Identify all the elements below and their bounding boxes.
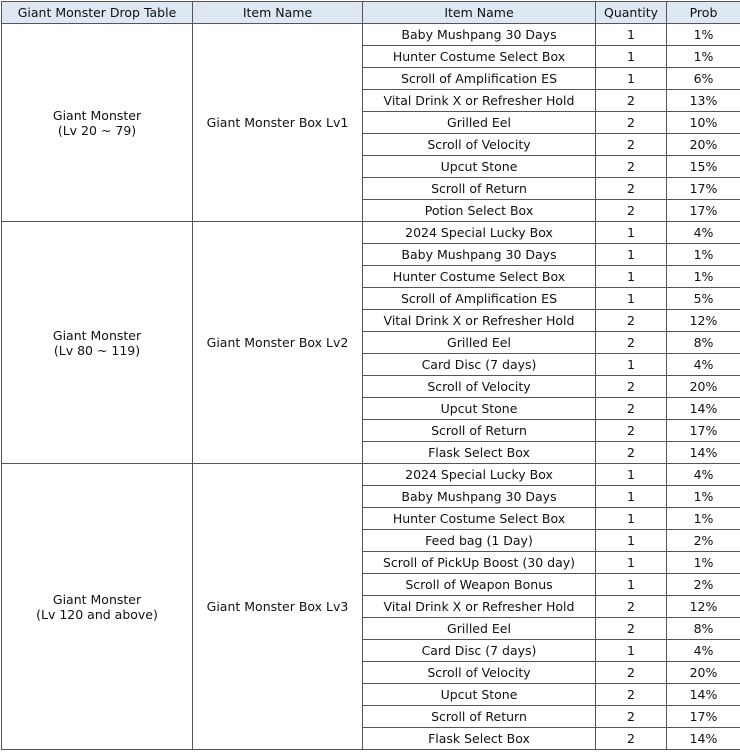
monster-level-range: (Lv 80 ~ 119) — [2, 343, 192, 358]
quantity-cell: 1 — [596, 574, 667, 596]
prob-cell: 15% — [667, 156, 740, 178]
quantity-cell: 2 — [596, 420, 667, 442]
item-name-cell: Upcut Stone — [363, 684, 596, 706]
item-name-cell: Scroll of Weapon Bonus — [363, 574, 596, 596]
prob-cell: 6% — [667, 68, 740, 90]
item-name-cell: Scroll of Return — [363, 706, 596, 728]
quantity-cell: 1 — [596, 288, 667, 310]
quantity-cell: 2 — [596, 112, 667, 134]
quantity-cell: 2 — [596, 442, 667, 464]
monster-group-name: Giant Monster — [2, 592, 192, 607]
item-name-cell: Grilled Eel — [363, 332, 596, 354]
prob-cell: 4% — [667, 640, 740, 662]
quantity-cell: 1 — [596, 552, 667, 574]
quantity-cell: 2 — [596, 134, 667, 156]
table-row — [2, 464, 740, 486]
item-name-cell: 2024 Special Lucky Box — [363, 464, 596, 486]
quantity-cell: 1 — [596, 530, 667, 552]
quantity-cell: 1 — [596, 354, 667, 376]
quantity-cell: 2 — [596, 156, 667, 178]
prob-cell: 14% — [667, 728, 740, 750]
monster-group-name: Giant Monster — [2, 108, 192, 123]
item-name-cell: Scroll of Amplification ES — [363, 288, 596, 310]
prob-cell: 14% — [667, 442, 740, 464]
header-quantity: Quantity — [596, 2, 667, 24]
prob-cell: 12% — [667, 310, 740, 332]
quantity-cell: 1 — [596, 266, 667, 288]
quantity-cell: 1 — [596, 222, 667, 244]
header-box-name: Item Name — [193, 2, 363, 24]
prob-cell: 20% — [667, 662, 740, 684]
item-name-cell: Scroll of Velocity — [363, 376, 596, 398]
prob-cell: 1% — [667, 508, 740, 530]
item-name-cell: Upcut Stone — [363, 156, 596, 178]
item-name-cell: Scroll of Velocity — [363, 662, 596, 684]
prob-cell: 13% — [667, 90, 740, 112]
table-row — [2, 222, 740, 244]
table-row — [2, 24, 740, 46]
item-name-cell: Grilled Eel — [363, 618, 596, 640]
item-name-cell: Scroll of Return — [363, 420, 596, 442]
prob-cell: 5% — [667, 288, 740, 310]
prob-cell: 1% — [667, 552, 740, 574]
prob-cell: 2% — [667, 574, 740, 596]
monster-level-range: (Lv 20 ~ 79) — [2, 123, 192, 138]
quantity-cell: 2 — [596, 178, 667, 200]
item-name-cell: Scroll of Return — [363, 178, 596, 200]
item-name-cell: Hunter Costume Select Box — [363, 266, 596, 288]
item-name-cell: Scroll of PickUp Boost (30 day) — [363, 552, 596, 574]
item-name-cell: Vital Drink X or Refresher Hold — [363, 90, 596, 112]
item-name-cell: Feed bag (1 Day) — [363, 530, 596, 552]
prob-cell: 20% — [667, 134, 740, 156]
drop-table — [1, 1, 740, 750]
prob-cell: 1% — [667, 486, 740, 508]
box-name-cell: Giant Monster Box Lv1 — [193, 24, 363, 222]
quantity-cell: 1 — [596, 24, 667, 46]
item-name-cell: Baby Mushpang 30 Days — [363, 486, 596, 508]
monster-group-cell — [2, 222, 193, 464]
quantity-cell: 2 — [596, 90, 667, 112]
quantity-cell: 1 — [596, 486, 667, 508]
quantity-cell: 1 — [596, 68, 667, 90]
item-name-cell: Potion Select Box — [363, 200, 596, 222]
prob-cell: 1% — [667, 46, 740, 68]
item-name-cell: Card Disc (7 days) — [363, 354, 596, 376]
item-name-cell: 2024 Special Lucky Box — [363, 222, 596, 244]
quantity-cell: 2 — [596, 684, 667, 706]
item-name-cell: Baby Mushpang 30 Days — [363, 24, 596, 46]
prob-cell: 20% — [667, 376, 740, 398]
prob-cell: 8% — [667, 618, 740, 640]
quantity-cell: 1 — [596, 640, 667, 662]
monster-group-cell — [2, 464, 193, 750]
item-name-cell: Hunter Costume Select Box — [363, 46, 596, 68]
prob-cell: 8% — [667, 332, 740, 354]
prob-cell: 17% — [667, 200, 740, 222]
item-name-cell: Upcut Stone — [363, 398, 596, 420]
prob-cell: 4% — [667, 354, 740, 376]
item-name-cell: Scroll of Velocity — [363, 134, 596, 156]
quantity-cell: 2 — [596, 200, 667, 222]
item-name-cell: Vital Drink X or Refresher Hold — [363, 596, 596, 618]
prob-cell: 4% — [667, 464, 740, 486]
prob-cell: 12% — [667, 596, 740, 618]
quantity-cell: 2 — [596, 398, 667, 420]
quantity-cell: 2 — [596, 310, 667, 332]
prob-cell: 10% — [667, 112, 740, 134]
item-name-cell: Grilled Eel — [363, 112, 596, 134]
quantity-cell: 2 — [596, 596, 667, 618]
prob-cell: 1% — [667, 244, 740, 266]
item-name-cell: Card Disc (7 days) — [363, 640, 596, 662]
prob-cell: 17% — [667, 178, 740, 200]
item-name-cell: Hunter Costume Select Box — [363, 508, 596, 530]
prob-cell: 1% — [667, 266, 740, 288]
quantity-cell: 1 — [596, 508, 667, 530]
quantity-cell: 2 — [596, 706, 667, 728]
prob-cell: 2% — [667, 530, 740, 552]
box-name-cell: Giant Monster Box Lv2 — [193, 222, 363, 464]
quantity-cell: 2 — [596, 728, 667, 750]
quantity-cell: 2 — [596, 332, 667, 354]
item-name-cell: Baby Mushpang 30 Days — [363, 244, 596, 266]
header-item-name: Item Name — [363, 2, 596, 24]
monster-group-cell — [2, 24, 193, 222]
prob-cell: 4% — [667, 222, 740, 244]
prob-cell: 14% — [667, 684, 740, 706]
quantity-cell: 2 — [596, 376, 667, 398]
header-prob: Prob — [667, 2, 740, 24]
box-name-cell: Giant Monster Box Lv3 — [193, 464, 363, 750]
table-body — [2, 24, 740, 750]
header-drop-table: Giant Monster Drop Table — [2, 2, 193, 24]
quantity-cell: 1 — [596, 46, 667, 68]
quantity-cell: 2 — [596, 662, 667, 684]
monster-group-name: Giant Monster — [2, 328, 192, 343]
monster-level-range: (Lv 120 and above) — [2, 607, 192, 622]
quantity-cell: 1 — [596, 244, 667, 266]
quantity-cell: 1 — [596, 464, 667, 486]
prob-cell: 17% — [667, 420, 740, 442]
item-name-cell: Flask Select Box — [363, 728, 596, 750]
header-row — [2, 2, 740, 24]
item-name-cell: Flask Select Box — [363, 442, 596, 464]
prob-cell: 1% — [667, 24, 740, 46]
item-name-cell: Vital Drink X or Refresher Hold — [363, 310, 596, 332]
item-name-cell: Scroll of Amplification ES — [363, 68, 596, 90]
prob-cell: 17% — [667, 706, 740, 728]
prob-cell: 14% — [667, 398, 740, 420]
quantity-cell: 2 — [596, 618, 667, 640]
